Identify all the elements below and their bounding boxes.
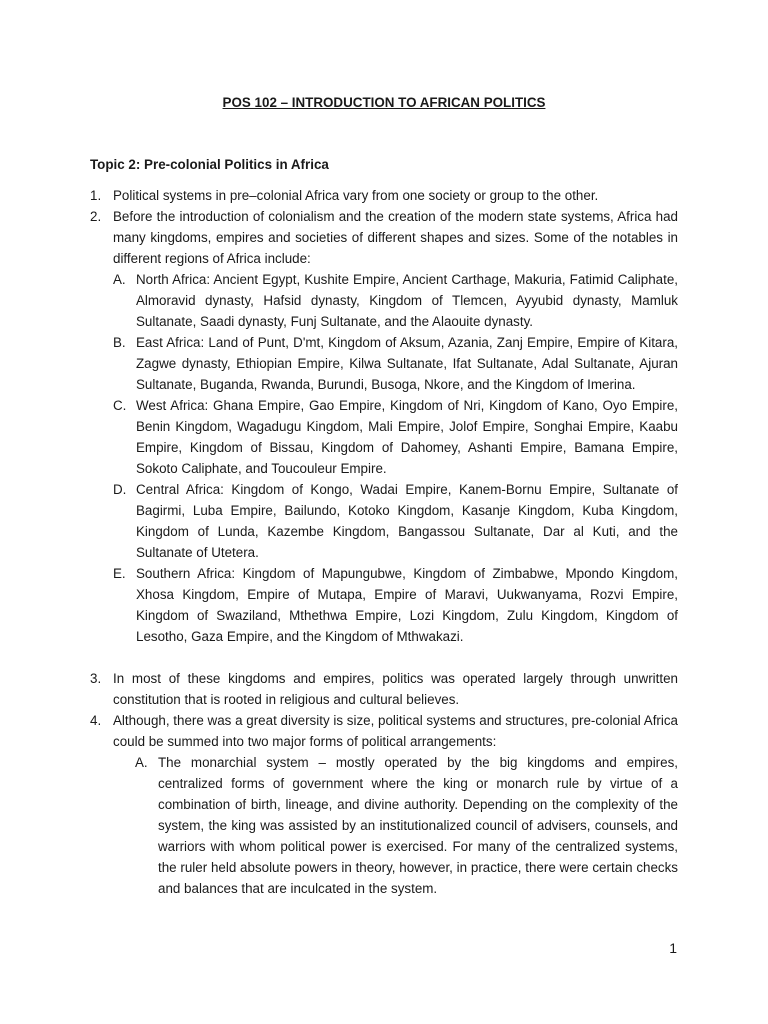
- list-item: [90, 185, 678, 206]
- list-text: Political systems in pre–colonial Africa vary from one society or group to the other.: [113, 188, 599, 203]
- region-item: [113, 395, 678, 479]
- list-number: 4.: [90, 713, 102, 728]
- region-letter: E.: [113, 566, 126, 581]
- region-letter: C.: [113, 398, 127, 413]
- region-letter: B.: [113, 335, 126, 350]
- list-number: 2.: [90, 209, 102, 224]
- region-item: [113, 269, 678, 332]
- form-letter: A.: [135, 755, 148, 770]
- region-text: East Africa: Land of Punt, D'mt, Kingdom of Aksum, Azania, Zanj Empire, Empire of Kitara, Zagwe dynasty, Ethiopian Empire, Kilwa Sultanate, Ifat Sultanate, Adal Sultanate, Ajuran Sultanate, Buganda, Rwanda, Burundi, Busoga, Nkore, and the Kingdom of Imerina.: [136, 335, 678, 392]
- list-text: Although, there was a great diversity is size, political systems and structures, pre-colonial Africa could be summed into two major forms of political arrangements:: [113, 713, 678, 749]
- form-text: The monarchial system – mostly operated by the big kingdoms and empires, centralized forms of government where the king or monarch rule by virtue of a combination of birth, lineage, and divine authority. Depending on the complexity of the system, the king was assisted by an institutionalized council of advisers, counsels, and warriors with whom political power is exercised. For many of the centralized systems, the ruler held absolute powers in theory, however, in practice, there were certain checks and balances that are inculcated in the system.: [158, 755, 678, 896]
- page-number: 1: [669, 940, 677, 956]
- list-text: In most of these kingdoms and empires, politics was operated largely through unwritten constitution that is rooted in religious and cultural believes.: [113, 671, 678, 707]
- forms-list: [113, 752, 678, 899]
- list-number: 1.: [90, 188, 102, 203]
- list-item: [90, 668, 678, 710]
- region-letter: D.: [113, 482, 127, 497]
- list-content: [113, 710, 678, 899]
- region-text: Southern Africa: Kingdom of Mapungubwe, Kingdom of Zimbabwe, Mpondo Kingdom, Xhosa Kingdom, Empire of Mutapa, Empire of Maravi, Uukwanyama, Rozvi Empire, Kingdom of Swaziland, Mthethwa Empire, Lozi Kingdom, Zulu Kingdom, Kingdom of Lesotho, Gaza Empire, and the Kingdom of Mthwakazi.: [136, 566, 678, 644]
- region-item: [113, 563, 678, 647]
- list-text: Before the introduction of colonialism and the creation of the modern state systems, Africa had many kingdoms, empires and societies of different shapes and sizes. Some of the notables in different regions of Africa include:: [113, 209, 678, 266]
- list-number: 3.: [90, 671, 102, 686]
- region-item: [113, 332, 678, 395]
- form-item: [113, 752, 678, 899]
- document-title: POS 102 – INTRODUCTION TO AFRICAN POLITICS: [222, 95, 546, 110]
- region-letter: A.: [113, 272, 126, 287]
- topic-heading: Topic 2: Pre-colonial Politics in Africa: [90, 157, 329, 172]
- spacer: [90, 647, 678, 668]
- region-text: Central Africa: Kingdom of Kongo, Wadai Empire, Kanem-Bornu Empire, Sultanate of Bagirmi, Luba Empire, Bailundo, Kotoko Kingdom, Kasanje Kingdom, Kuba Kingdom, Kingdom of Lunda, Kazembe Kingdom, Bangassou Sultanate, Dar al Kuti, and the Sultanate of Utetera.: [136, 482, 678, 560]
- region-text: North Africa: Ancient Egypt, Kushite Empire, Ancient Carthage, Makuria, Fatimid Caliphate, Almoravid dynasty, Hafsid dynasty, Kingdom of Tlemcen, Ayyubid dynasty, Mamluk Sultanate, Saadi dynasty, Funj Sultanate, and the Alaouite dynasty.: [136, 272, 678, 329]
- list-content: [113, 206, 678, 647]
- list-item: [90, 206, 678, 647]
- document-body: [90, 185, 678, 899]
- region-item: [113, 479, 678, 563]
- list-item: [90, 710, 678, 899]
- region-list: [113, 269, 678, 647]
- region-text: West Africa: Ghana Empire, Gao Empire, Kingdom of Nri, Kingdom of Kano, Oyo Empire, Benin Kingdom, Wagadugu Kingdom, Mali Empire, Jolof Empire, Songhai Empire, Kaabu Empire, Kingdom of Bissau, Kingdom of Dahomey, Ashanti Empire, Bamana Empire, Sokoto Caliphate, and Toucouleur Empire.: [136, 398, 678, 476]
